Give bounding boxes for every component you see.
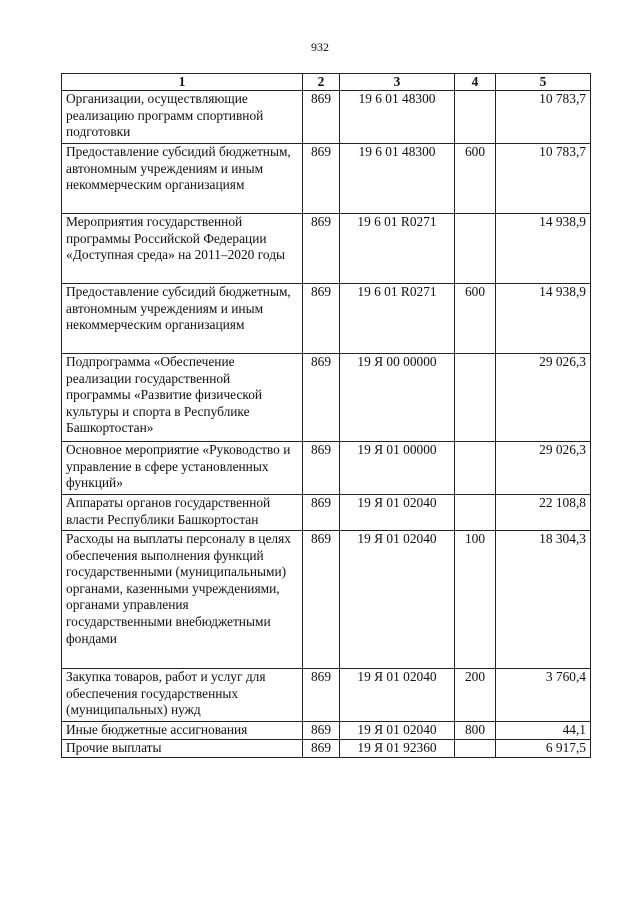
row-department-code: 869	[303, 722, 340, 740]
row-target-article: 19 Я 01 00000	[340, 442, 455, 495]
row-expense-type	[455, 495, 496, 531]
header-col-2: 2	[303, 74, 340, 91]
row-expense-type: 200	[455, 669, 496, 722]
row-name: Основное мероприятие «Руководство и управление в сфере установленных функций»	[62, 442, 303, 495]
row-amount: 29 026,3	[496, 354, 591, 442]
row-target-article: 19 6 01 48300	[340, 91, 455, 144]
row-target-article: 19 Я 01 02040	[340, 669, 455, 722]
page-number: 932	[311, 40, 329, 54]
row-amount: 3 760,4	[496, 669, 591, 722]
row-expense-type: 600	[455, 284, 496, 354]
row-name: Закупка товаров, работ и услуг для обеспечения государственных (муниципальных) нужд	[62, 669, 303, 722]
row-expense-type: 800	[455, 722, 496, 740]
row-amount: 14 938,9	[496, 214, 591, 284]
table-row	[62, 722, 591, 740]
table-row	[62, 144, 591, 214]
row-name: Прочие выплаты	[62, 740, 303, 758]
row-amount: 10 783,7	[496, 91, 591, 144]
row-department-code: 869	[303, 214, 340, 284]
row-amount: 10 783,7	[496, 144, 591, 214]
table-row	[62, 740, 591, 758]
row-expense-type	[455, 214, 496, 284]
row-target-article: 19 6 01 R0271	[340, 214, 455, 284]
row-department-code: 869	[303, 442, 340, 495]
row-department-code: 869	[303, 531, 340, 669]
row-name: Предоставление субсидий бюджетным, автономным учреждениям и иным некоммерческим организациям	[62, 284, 303, 354]
row-expense-type	[455, 740, 496, 758]
header-col-1: 1	[62, 74, 303, 91]
header-col-5: 5	[496, 74, 591, 91]
row-amount: 18 304,3	[496, 531, 591, 669]
row-name: Аппараты органов государственной власти Республики Башкортостан	[62, 495, 303, 531]
row-expense-type: 100	[455, 531, 496, 669]
header-col-4: 4	[455, 74, 496, 91]
table-row	[62, 214, 591, 284]
row-target-article: 19 Я 01 02040	[340, 531, 455, 669]
row-amount: 14 938,9	[496, 284, 591, 354]
table-row	[62, 495, 591, 531]
row-expense-type: 600	[455, 144, 496, 214]
row-expense-type	[455, 91, 496, 144]
table-row	[62, 284, 591, 354]
row-target-article: 19 Я 01 02040	[340, 722, 455, 740]
row-amount: 6 917,5	[496, 740, 591, 758]
row-name: Предоставление субсидий бюджетным, автономным учреждениям и иным некоммерческим организациям	[62, 144, 303, 214]
table-row	[62, 669, 591, 722]
row-target-article: 19 Я 01 92360	[340, 740, 455, 758]
row-amount: 22 108,8	[496, 495, 591, 531]
row-target-article: 19 6 01 48300	[340, 144, 455, 214]
row-name: Расходы на выплаты персоналу в целях обеспечения выполнения функций государственными (муниципальными) органами, казенными учреждениями, органами управления государственными внебюджетными фондами	[62, 531, 303, 669]
table-row	[62, 531, 591, 669]
row-name: Подпрограмма «Обеспечение реализации государственной программы «Развитие физической культуры и спорта в Республике Башкортостан»	[62, 354, 303, 442]
row-name: Мероприятия государственной программы Российской Федерации «Доступная среда» на 2011–2020 годы	[62, 214, 303, 284]
row-department-code: 869	[303, 284, 340, 354]
row-name: Организации, осуществляющие реализацию программ спортивной подготовки	[62, 91, 303, 144]
row-department-code: 869	[303, 740, 340, 758]
row-target-article: 19 6 01 R0271	[340, 284, 455, 354]
row-department-code: 869	[303, 354, 340, 442]
row-amount: 29 026,3	[496, 442, 591, 495]
table-row	[62, 442, 591, 495]
table-row	[62, 91, 591, 144]
table-row	[62, 354, 591, 442]
header-col-3: 3	[340, 74, 455, 91]
row-department-code: 869	[303, 495, 340, 531]
row-department-code: 869	[303, 91, 340, 144]
row-department-code: 869	[303, 669, 340, 722]
table-header-row	[62, 74, 591, 91]
row-amount: 44,1	[496, 722, 591, 740]
row-target-article: 19 Я 01 02040	[340, 495, 455, 531]
row-target-article: 19 Я 00 00000	[340, 354, 455, 442]
row-department-code: 869	[303, 144, 340, 214]
row-expense-type	[455, 442, 496, 495]
row-name: Иные бюджетные ассигнования	[62, 722, 303, 740]
budget-table	[61, 73, 591, 758]
row-expense-type	[455, 354, 496, 442]
